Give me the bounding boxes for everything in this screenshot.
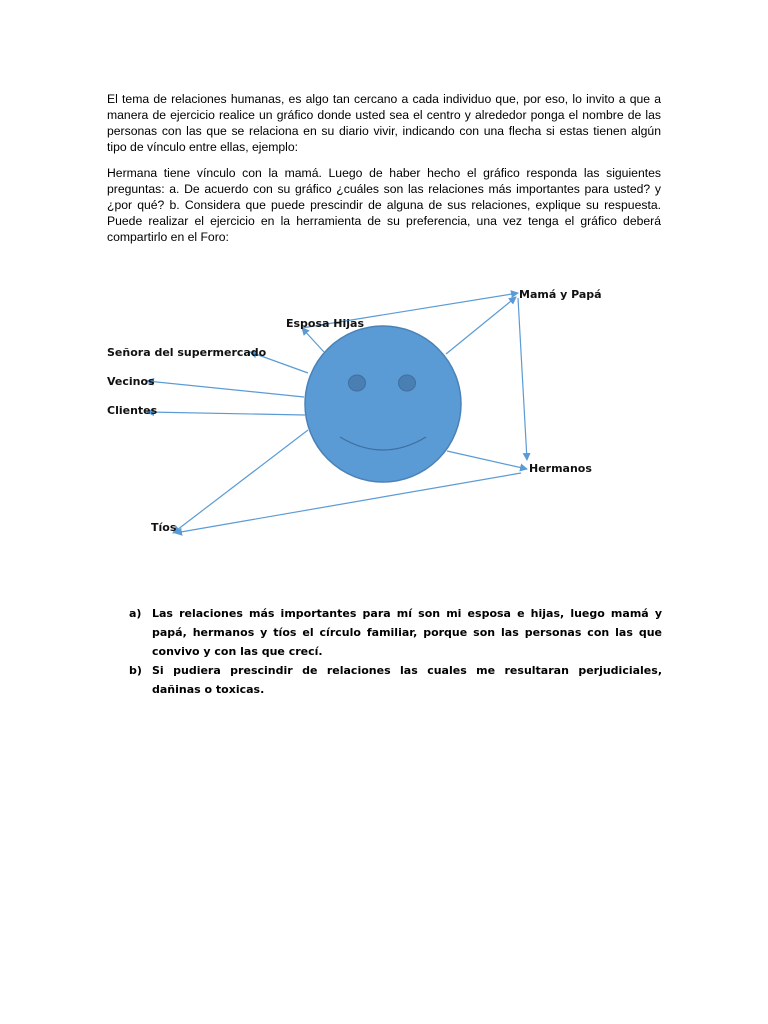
arrow-mama-to-hermanos: [518, 298, 527, 460]
answer-marker: b): [129, 664, 142, 677]
arrow-to-tios: [173, 430, 308, 533]
answer-text: Las relaciones más importantes para mí son mi esposa e hijas, luego mamá y papá, hermanos y tíos el círculo familiar, porque son las personas con las que convivo y con las que crecí.: [152, 607, 662, 658]
answer-a: [129, 604, 662, 661]
smiley-face: [305, 326, 461, 482]
answers-list: [129, 604, 662, 699]
answer-marker: a): [129, 607, 142, 620]
arrow-to-esposa-hijas: [302, 328, 324, 352]
intro-paragraph: El tema de relaciones humanas, es algo tan cercano a cada individuo que, por eso, lo invito a que a manera de ejercicio realice un gráfico donde usted sea el centro y alrededor ponga el nombre de las personas con las que se relaciona en su diario vivir, indicando con una flecha si estas tienen algún tipo de vínculo entre ellas, ejemplo:: [107, 92, 661, 154]
arrow-hermanos-to-tios: [175, 473, 521, 533]
label-hermanos: Hermanos: [529, 462, 592, 475]
answer-text: Si pudiera prescindir de relaciones las cuales me resultaran perjudiciales, dañinas o toxicas.: [152, 664, 662, 696]
instructions-paragraph: Hermana tiene vínculo con la mamá. Luego de haber hecho el gráfico responda las siguientes preguntas: a. De acuerdo con su gráfico ¿cuáles son las relaciones más importantes para usted? y ¿por qué? b. Considera que puede prescindir de alguna de sus relaciones, explique su respuesta. Puede realizar el ejercicio en la herramienta de su preferencia, una vez tenga el gráfico deberá compartirlo en el Foro:: [107, 166, 661, 244]
left-eye: [349, 375, 366, 391]
label-clientes: Clientes: [107, 404, 158, 417]
right-eye: [399, 375, 416, 391]
label-tios: Tíos: [151, 521, 177, 534]
arrow-to-vecinos: [147, 381, 304, 397]
label-vecinos: Vecinos: [107, 375, 155, 388]
label-mama-papa: Mamá y Papá: [519, 288, 602, 301]
answer-b: [129, 661, 662, 699]
label-esposa-hijas: Esposa Hijas: [286, 317, 365, 330]
arrow-to-mama-papa: [446, 297, 516, 354]
arrow-to-clientes: [147, 412, 305, 415]
arrow-to-hermanos: [447, 451, 527, 469]
label-senora: Señora del supermercado: [107, 346, 267, 359]
